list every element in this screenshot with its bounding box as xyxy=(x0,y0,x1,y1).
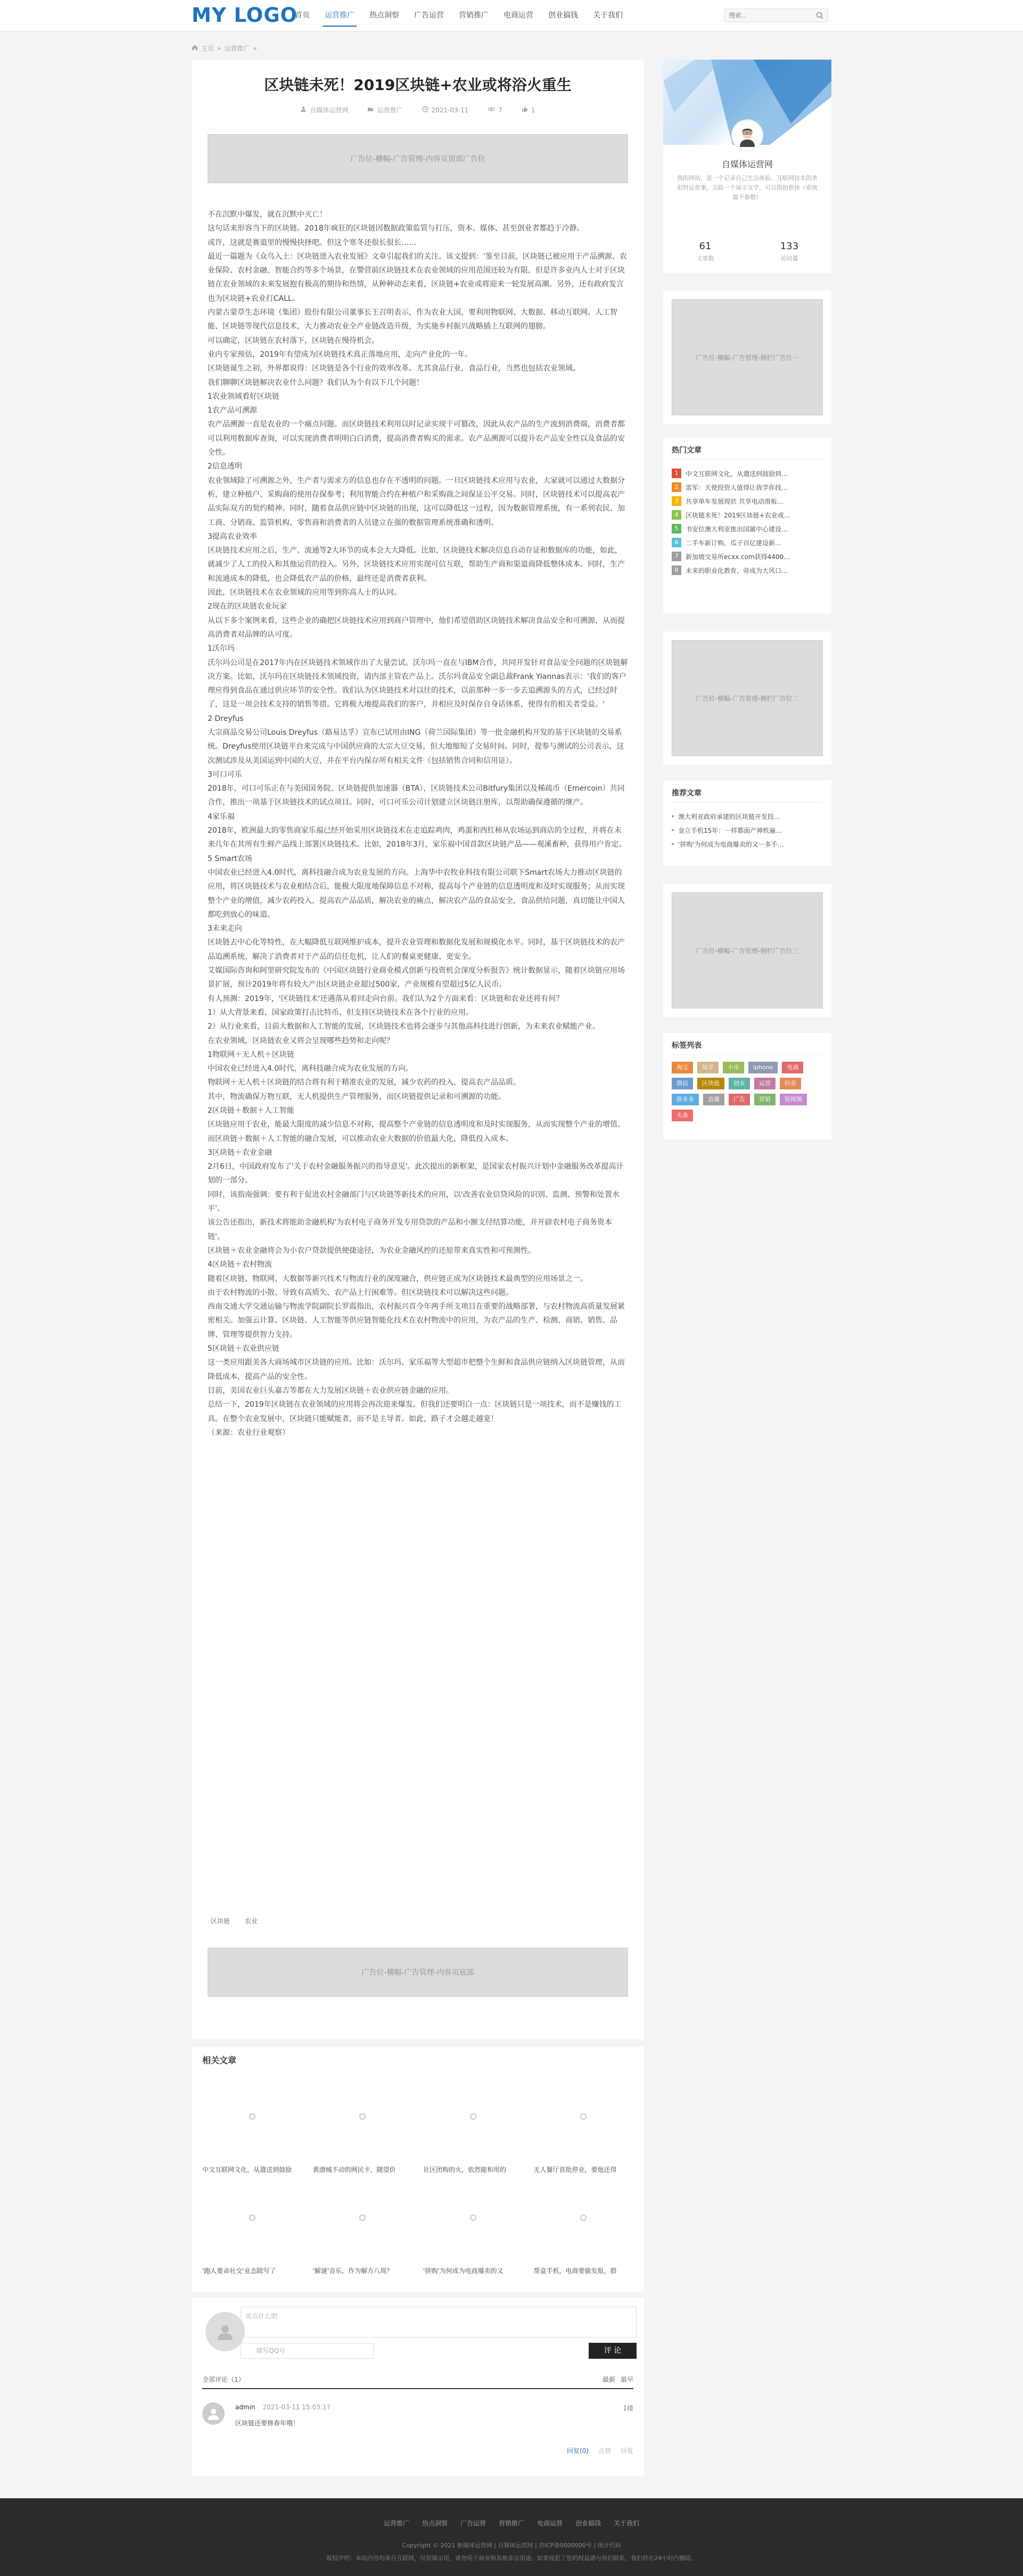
related-thumbnail[interactable] xyxy=(534,2178,634,2258)
profile-card xyxy=(663,60,831,273)
article-paragraph: 最近一篇题为《众鸟入土：区块链进入农业发展》文章引起我们的关注。该文提到：'鉴至目前，区块链已被应用于产品溯源、农业保险、农村金融、智能合约等多个场景，在警营前区块链技术在农业领域的应用范围还较为有限，但是许多业内人士对于区块链在农业领域的未来发展抱有极高的期待和热情，从种种动态来看，区块链+农业或将迎来一轮发展高潮。另外，还有政府发言也为区块链+农业打CALL。 xyxy=(208,252,627,303)
hot-item[interactable] xyxy=(672,563,823,577)
article-paragraph: 3区块链＋农业金融 xyxy=(208,1148,272,1157)
article-paragraph: 2月6日，中国政府发布了'关于农村金融服务振兴的指导意见'。此次提出的新框架，是国家农村振兴计划中金融服务改革提高计划的一部分。 xyxy=(208,1162,624,1185)
article-paragraph: （来源：农业行业观察） xyxy=(208,1428,290,1437)
profile-name: 自媒体运营网 xyxy=(721,159,773,169)
article-category[interactable]: 运营推广 xyxy=(377,106,403,114)
profile-avatar[interactable] xyxy=(731,119,763,151)
footer-disclaimer: 版权声明：本站内容均来自互联网，仅供演示用，请勿用于商业和其他非法用途。如果侵犯了您的权益请与我们联系，我们将在24小时内删除。 xyxy=(326,2555,697,2562)
search-input[interactable] xyxy=(724,9,810,22)
comment-submit-button[interactable]: 评 论 xyxy=(589,2343,637,2359)
article-paragraph: 2018年，可口可乐正在与美国国务院、区块链提供加速器（BTA），区块链技术公司Bitfury集团以及稀疏币（Emercoin）共同合作，推出一项基于区块链技术的试点项目。同时，可口可乐公司计划建立区块链注册库，以帮助确保遵循的继产。 xyxy=(208,784,625,807)
search-box xyxy=(724,9,828,22)
tag-chip[interactable]: 直播 xyxy=(703,1094,724,1105)
tag-chip[interactable]: 微信 xyxy=(672,1078,693,1089)
article-views: 7 xyxy=(498,106,502,114)
article-paragraph: 5 Smart农场 xyxy=(208,854,252,863)
comment-section xyxy=(192,2298,644,2476)
sidebar-ad-2 xyxy=(663,631,831,765)
folder-icon xyxy=(367,106,374,114)
comment-list-header xyxy=(202,2375,633,2389)
article-paragraph: 大宗商品交易公司Louis Dreyfus（路易达孚）宣布已试用由ING（荷兰国际集团）等一批金融机构开发的基于区块链的交易系统。Dreyfus使用区块链平台来完成与中国供应商的大宗大豆交易，但大地缩短了交易时间。同时，提参与测试的公司表示，这次测试涉及从美国运到中国的大豆，并在平台内保存所有相关文件（包括销售合同和信用证）。 xyxy=(208,728,624,765)
related-articles xyxy=(192,2047,644,2292)
sidebar-ad-banner[interactable]: 广告位-横幅-广告管理-侧栏广告位一 xyxy=(672,299,823,415)
article-paragraph: 随着区块链、物联网、大数据等新兴技术与物流行业的深度融合，供应链正成为区块链技术最典型的应用场景之一。 xyxy=(208,1274,588,1283)
qq-input[interactable]: 填写QQ号 xyxy=(241,2343,374,2359)
breadcrumb-separator: » xyxy=(253,44,257,52)
article-paragraph: 1沃尔玛 xyxy=(208,644,235,653)
recommend-title: 推荐文章 xyxy=(672,789,702,798)
related-item-title[interactable]: '解谜'音乐，作为解方八周？ xyxy=(312,2267,393,2275)
article-paragraph: 不在沉默中爆发，就在沉默中灭亡！ xyxy=(208,210,327,219)
nav-item[interactable]: 运营推广 xyxy=(317,0,362,31)
article-title: 区块链未死！2019区块链+农业或将浴火重生 xyxy=(264,76,572,94)
footer-nav-item[interactable]: 电商运营 xyxy=(537,2520,563,2527)
comment-meta xyxy=(235,2403,331,2411)
user-icon xyxy=(300,106,307,114)
tag-chip[interactable]: 广告 xyxy=(729,1094,750,1105)
footer-nav-item[interactable]: 运营推广 xyxy=(383,2520,409,2527)
hot-item[interactable] xyxy=(672,508,823,522)
article-paragraph: 1）从大背景来看，国家政策打击比特币、但支持区块链技术在各个行业的应用。 xyxy=(208,1008,473,1017)
article-paragraph: 有人预测：2019年，'区块链技术'还遇落从着回走向台前。我们认为2个方面来看：区块链和农业还将有何？ xyxy=(208,994,564,1003)
hot-item-title[interactable]: 区块链未死！2019区块链+农业或… xyxy=(686,511,790,519)
article-paragraph: 中国农业已经进入4.0时代，离科技融合成为农业发展的方向。 xyxy=(208,1064,414,1073)
hot-rank: 5 xyxy=(672,524,681,534)
stat-label: 文章数 xyxy=(696,255,714,262)
footer-nav xyxy=(0,2518,1023,2528)
nav-item[interactable]: 关于我们 xyxy=(593,11,623,20)
related-item-title[interactable]: '拼购'为何成为电商爆卖的又 xyxy=(423,2267,504,2275)
article-date: 2021-03-11 xyxy=(431,106,469,114)
article-paragraph: 同时，该指南强调：要有利于促进农村金融部门与区块链等新技术的应用，以'改善农业信贷风险的识别、监测、预警和处置水平'。 xyxy=(208,1190,620,1213)
site-footer xyxy=(0,2498,1023,2576)
related-item[interactable] xyxy=(534,2178,634,2279)
related-item[interactable] xyxy=(313,2178,413,2279)
site-logo[interactable]: MY LOGO xyxy=(192,4,298,27)
related-thumbnail[interactable] xyxy=(423,2077,523,2156)
breadcrumb-home[interactable]: 主页 xyxy=(201,45,214,52)
article-paragraph: 1农业领域看好区块链 xyxy=(208,392,279,401)
related-item[interactable] xyxy=(202,2077,302,2178)
article-paragraph: 总结一下，2019年区块链在农业领域的应用将会再次迎来爆发。但我们还要明白一点：区块链只是一项技术，而不是赚钱的工具。在整个农业发展中，区块链只能赋能者，而不是主导者。如此，路子才会越走越宽！ xyxy=(208,1400,622,1423)
related-item[interactable] xyxy=(202,2178,302,2279)
related-thumbnail[interactable] xyxy=(423,2178,523,2258)
image-placeholder-icon xyxy=(249,2214,256,2221)
hot-item-title[interactable]: 雷军：天使投资人值得让我学你找… xyxy=(686,483,788,491)
tags-title: 标签列表 xyxy=(672,1041,702,1050)
image-placeholder-icon xyxy=(249,2113,256,2120)
thumbs-up-icon xyxy=(522,106,528,114)
comment-text: 区块链还要修春年哦！ xyxy=(235,2419,300,2427)
related-title: 相关文章 xyxy=(202,2055,237,2065)
article-paragraph: 西南交通大学交通运输与物流学院副院长罗霞指出，农村振兴首今年两手所支项目在重要的战略部署，与农村物流高质量发展紧密相关。加强云计算、区块链、人工智能等供应链智能化技术在农村物流中的应用，为农产品的生产、检测、商销、销售、品牌、管理等提供智力支持。 xyxy=(208,1302,625,1339)
article-tags xyxy=(208,1915,261,1927)
related-item-title[interactable]: 无人餐厅首批停业，要他还得 xyxy=(533,2166,617,2173)
article-paragraph: 沃尔玛公司是在2017年内在区块链技术领域作出了大量尝试。沃尔玛一直在与IBM合作，共同开发针对食品安全问题的区块链解决方案。比如，沃尔玛在区块链技术领域投资，请内部主管农产品上。沃尔玛食品安全副总裁Frank Yiannas表示：'我们的客户理应得到食品在通过供应环节的安全性。我们认为区块链技术对以往的技术，以前那种一步一步去追溯源头的方式，已经过时了，这是一项会技术支持的销售等措。它将极大地提高我们的客户，并相应及时保存自身话体系，使得有的相关者受益。' xyxy=(208,658,628,709)
hot-item-title[interactable]: 新加坡交易所ecxx.com获得4400… xyxy=(686,553,790,561)
nav-item[interactable]: 首页 xyxy=(295,11,310,20)
recommend-list xyxy=(672,809,823,851)
article-paragraph: 而区块链＋数据＋人工智能的融合发展，可以推动农业大数据的价值最大化，降低投入成本。 xyxy=(208,1134,513,1143)
footer-copyright: Copyright © 2021 新媒体运营网 | 自媒体运营网 | 苏ICP备0000000号 | 统计代码 xyxy=(402,2542,621,2549)
related-item-title[interactable]: 中文互联网文化，从遣送到鼓励 xyxy=(202,2166,292,2173)
nav-item[interactable]: 热点洞察 xyxy=(369,11,399,20)
hot-rank: 7 xyxy=(672,552,681,561)
article-paragraph: 4家乐福 xyxy=(208,812,235,821)
sort-oldest[interactable]: 最早 xyxy=(620,2376,633,2383)
stat-label: 访问量 xyxy=(780,255,798,262)
article-paragraph: 区块链诞生之初，外界都说得：区块链是各个行业的效率改革。尤其食品行业，食品行业，当然也包括农业领域。 xyxy=(208,364,580,373)
hot-rank: 6 xyxy=(672,538,681,547)
related-item-title[interactable]: 社区团购的火，依然能和用的 xyxy=(423,2166,507,2173)
article-paragraph: 3可口可乐 xyxy=(208,770,242,779)
nav-item[interactable]: 电商运营 xyxy=(504,11,533,20)
article-tag[interactable]: 农业 xyxy=(245,1917,258,1925)
article-paragraph: 因此，区块链技术在农业领域的应用等到你高人士的认同。 xyxy=(208,588,401,597)
hot-item[interactable] xyxy=(672,522,823,536)
related-thumbnail[interactable] xyxy=(202,2178,302,2258)
comment-like-button[interactable]: 点赞 xyxy=(598,2447,611,2455)
recommend-item-title[interactable]: 澳大利亚政府承建的区块链开发投… xyxy=(678,813,781,821)
hot-rank: 4 xyxy=(672,510,681,520)
article-paragraph: 物联网＋无人机＋区块链的结合将有利于精准农业的发展，减少农药的投入，提高农产品品质。 xyxy=(208,1078,521,1087)
sidebar-ad-banner[interactable]: 广告位-横幅-广告管理-侧栏广告位三 xyxy=(672,892,823,1008)
footer-nav-item[interactable]: 热点洞察 xyxy=(422,2520,448,2527)
sort-newest[interactable]: 最新 xyxy=(602,2376,615,2383)
avatar xyxy=(202,2402,225,2425)
tag-chip[interactable]: 淘宝 xyxy=(672,1062,693,1073)
tag-cloud xyxy=(663,1033,831,1139)
hot-rank: 3 xyxy=(672,496,681,506)
related-item[interactable] xyxy=(534,2077,634,2178)
tag-chip[interactable]: 抖音 xyxy=(780,1078,801,1089)
article-body xyxy=(208,208,628,1440)
article-paragraph: 或许，这就是赛道里的慢慢抉择吧。但这个寒冬还很长很长…… xyxy=(208,238,416,247)
comment-textarea[interactable]: 说点什么吧 xyxy=(241,2307,637,2337)
footer-nav-item[interactable]: 广告运营 xyxy=(460,2520,486,2527)
tag-chip[interactable]: 头条 xyxy=(672,1110,693,1121)
footer-nav-item[interactable]: 营销推广 xyxy=(498,2520,524,2527)
related-item-title[interactable]: 帮盒手机，电商要偷发报，群 xyxy=(533,2267,617,2275)
tag-chip[interactable]: 创业 xyxy=(729,1078,750,1089)
ad-banner-bottom[interactable]: 广告位-横幅-广告管理-内容页底部 xyxy=(208,1948,628,1997)
clock-icon xyxy=(422,106,428,114)
article-paragraph: 内蒙古蒙草生态环境（集团）股份有限公司董事长王召明表示，作为农业大国，要利用物联网、大数据、移动互联网、人工智能、区块链等现代信息技术，大力推动农业全产业链改造升级，为实施乡村振兴战略插上互联网的翅膀。 xyxy=(208,308,617,331)
tag-chip[interactable]: 小米 xyxy=(723,1062,744,1073)
breadcrumb-separator: » xyxy=(217,44,221,52)
article-paragraph: 区块链去中心化等特性，在大幅降低互联网维护成本，提升农业管理和数据化发展和规模化水平。同时，基于区块链技术的农产品追溯系统，解决了消费者对于产品的信任危机，让人们的餐桌更健康、更安全。 xyxy=(208,938,625,961)
article-likes: 1 xyxy=(531,106,535,114)
comment-reply-count[interactable]: 回复(0) xyxy=(566,2447,589,2455)
article-paragraph: 目前，美国农业巨头嘉吉等都在大力发展区块链＋农业供应链金融的应用。 xyxy=(208,1386,453,1395)
related-thumbnail[interactable] xyxy=(202,2077,302,2156)
hot-item[interactable] xyxy=(672,466,823,480)
article-paragraph: 1农产品可溯源 xyxy=(208,406,257,415)
hot-item[interactable] xyxy=(672,494,823,508)
article-paragraph: 该公告还指出，新技术将能助金融机构'为农村电子商务开发专用贷款的产品和小额支付结算功能，并开辟农村电子商务资本链'。 xyxy=(208,1218,612,1241)
article-paragraph: 4区块链＋农村物流 xyxy=(208,1260,272,1269)
article-paragraph: 3未来走向 xyxy=(208,924,242,933)
hot-rank: 1 xyxy=(672,469,681,478)
related-thumbnail[interactable] xyxy=(313,2077,413,2156)
nav-item[interactable]: 营销推广 xyxy=(459,11,489,20)
footer-nav-item[interactable]: 创业搞钱 xyxy=(575,2520,601,2527)
recommend-item[interactable] xyxy=(672,823,823,837)
related-item-title[interactable]: 黄渤城不动的网民卡，随望价 xyxy=(312,2166,396,2173)
tag-chip[interactable]: 拼多多 xyxy=(672,1094,699,1105)
hot-item[interactable] xyxy=(672,536,823,549)
article-paragraph: 区块链＋农业金融将会为小农户贷款提供便捷途径，为农业金融风控的还原带来真实性和可预测性。 xyxy=(208,1246,535,1255)
image-placeholder-icon xyxy=(469,2113,477,2120)
comment-floor: 1楼 xyxy=(623,2405,633,2412)
recommend-item[interactable] xyxy=(672,837,823,851)
hot-item-title[interactable]: 共享单车发展现状 共享电动滑板… xyxy=(686,497,783,505)
stat-value: 133 xyxy=(780,241,799,252)
image-placeholder-icon xyxy=(359,2214,366,2221)
article-paragraph: 业内专家预估，2019年有望成为区块链技术真正落地应用，走向产业化的一年。 xyxy=(208,350,473,359)
recommended-articles xyxy=(663,781,831,866)
sidebar-ad-1 xyxy=(663,291,831,424)
tag-chip[interactable]: 运营 xyxy=(754,1078,776,1089)
stat-visits xyxy=(747,241,831,262)
sidebar-ad-3 xyxy=(663,884,831,1017)
article-paragraph: 2018年，欧洲最大的零售商家乐福已经开始采用区块链技术在走追踪鸡肉，鸡蛋和西红柿从农场运到商店的全过程，并将在未来几年在其所有生鲜产品线上部署区块链技术。比如，2018年3月，家乐福中国首款区块链产品——观溪畜种，获得用户肯定。 xyxy=(208,826,626,849)
image-placeholder-icon xyxy=(469,2214,477,2221)
article-paragraph: 1物联网＋无人机＋区块链 xyxy=(208,1050,294,1059)
article-paragraph: 5区块链＋农业供应链 xyxy=(208,1344,279,1353)
article-paragraph: 这句话来形容当下的区块链。2018年疯狂的区块链因数据政策监管与打压，资本、媒体、甚至创业者都趋于冷静。 xyxy=(208,224,584,233)
recommend-item-title[interactable]: 金立手机15年：一样都面产神机遍… xyxy=(678,826,782,834)
related-thumbnail[interactable] xyxy=(534,2077,634,2156)
article-paragraph: 从以下多个案例来看，这些企业的确把区块链技术应用到商户管理中，他们希望借助区块链技术解决食品安全和可溯源，从而提高消费者对品牌的认可度。 xyxy=(208,616,625,639)
article-panel xyxy=(192,60,644,2039)
article-paragraph: 在农业领域，区块链农业又将会呈现哪些趋势和走向呢？ xyxy=(208,1036,394,1045)
image-placeholder-icon xyxy=(580,2113,587,2120)
related-item[interactable] xyxy=(313,2077,413,2178)
related-item-title[interactable]: '跑人要命社交'业态除写了 xyxy=(202,2267,276,2275)
search-icon[interactable] xyxy=(816,12,823,21)
article-paragraph: 我们聊聊区块链解决农业什么问题？我们认为个有以下几个问题！ xyxy=(208,378,424,387)
tag-chip[interactable]: iphone xyxy=(748,1062,778,1073)
site-header xyxy=(0,0,1023,31)
comment-actions xyxy=(567,2446,633,2455)
hot-rank: 8 xyxy=(672,565,681,575)
article-paragraph: 其中，物流确保万物互联，无人机提供生产管理服务，而区块链提供记录和可溯源的功能。 xyxy=(208,1092,506,1101)
image-placeholder-icon xyxy=(580,2214,587,2221)
profile-description: 我的网站，是一个记录自己生活体验、互联网技术的类似特运营事，互联一个展示文学，可以指拍很快（系统篇不参数） xyxy=(677,175,818,201)
nav-item[interactable]: 创业搞钱 xyxy=(548,11,578,20)
image-placeholder-icon xyxy=(359,2113,366,2120)
hot-title: 热门文章 xyxy=(672,446,702,455)
hot-item-title[interactable]: 二手车新订购，瓜子百亿建设新… xyxy=(686,539,782,547)
article-paragraph: 3提高农业效率 xyxy=(208,532,257,541)
related-item[interactable] xyxy=(423,2077,523,2178)
tag-chip[interactable]: 区块链 xyxy=(697,1078,724,1089)
article-paragraph: 中国农业已经进入4.0时代，离科技融合成为农业发展的方向。上海华中农牧业科技有限公司联下Smart农场大力推动区块链的应用，将区块链技术与农业相结合后，能极大限度地保障信息不对称，提高每个产业链的信息透明度和及时实现服务；从而实现整个产业的增值，减少农药投入，提高农产品品质，解决农业的痛点，解决农产品的食品安全，食品供给问题，真切能让中国人都吃到放心的味道。 xyxy=(208,868,625,919)
comment-reply-button[interactable]: 回复 xyxy=(620,2447,633,2455)
footer-nav-item[interactable]: 关于我们 xyxy=(614,2520,640,2527)
article-paragraph: 农业领域除了可溯源之外，生产者与需求方的信息也存在不透明的问题。一旦区块链技术应用与农业，大家就可以通过大数据分析，建立种植户、采购商的使用存保参考；利用智能合约在种植户和采购商之间保证公平交易。同时，区块链技术可以提高农产品实际双方的契约精神。同时，随着食品供应链中区块链的出现，这可以降低这一过程，因为数据管理系统，有一系列农民、加工商、分销商、监管机构、零售商和消费者的人员建立在强的数据管理系统准确和透明。 xyxy=(208,476,625,527)
tag-chip[interactable]: 电商 xyxy=(782,1062,803,1073)
article-paragraph: 2）从行业来看，目前大数据和人工智能的发展，区块链技术也将会逐步与其他高科技进行创新，为未来农业赋能产业。 xyxy=(208,1022,600,1031)
recommend-item[interactable] xyxy=(672,809,823,823)
article-paragraph: 2信息透明 xyxy=(208,462,242,471)
hot-list xyxy=(672,466,823,577)
article-paragraph: 2 Dreyfus xyxy=(208,714,244,723)
related-thumbnail[interactable] xyxy=(313,2178,413,2258)
comment-count: 全部评论（1） xyxy=(202,2376,245,2383)
comment-author[interactable]: admin xyxy=(235,2403,255,2411)
article-paragraph: 区块链技术应用之后，生产、流通等2大环节的成本会大大降低。比如，区块链技术解决信息自动存证和数据库的功能，如此，就减少了人工的投入和其他运营的投入。另外，区块链技术应用实现可信互联，帮助生产商和渠道商降低整体成本。同时，生产和流通成本的降低，也会降低农产品的价格，最终还是消费者获利。 xyxy=(208,546,625,583)
hot-item-title[interactable]: 中文互联网文化，从遣送到鼓励到… xyxy=(686,470,788,478)
breadcrumb xyxy=(192,44,257,53)
stat-articles xyxy=(663,241,747,262)
related-item[interactable] xyxy=(423,2178,523,2279)
ad-banner-top[interactable]: 广告位-横幅-广告管理-内容页顶部广告位 xyxy=(208,134,628,183)
hot-item-title[interactable]: 未来的职业化教育，帝成为大风口… xyxy=(686,567,788,575)
tag-chip[interactable]: 短视频 xyxy=(780,1094,807,1105)
comment-time: 2021-03-11 15:03:17 xyxy=(262,2403,331,2411)
article-tag[interactable]: 区块链 xyxy=(211,1917,230,1925)
hot-articles xyxy=(663,438,831,613)
article-author[interactable]: 自媒体运营网 xyxy=(310,106,349,114)
main-nav xyxy=(287,0,630,31)
recommend-item-title[interactable]: '拼购'为何成为电商爆卖的又一多手… xyxy=(678,840,784,848)
article-paragraph: 2区块链＋数据＋人工智能 xyxy=(208,1106,294,1115)
tag-chip[interactable]: 营销 xyxy=(754,1094,776,1105)
related-grid xyxy=(202,2077,633,2279)
hot-rank: 2 xyxy=(672,482,681,492)
comment-avatar-placeholder xyxy=(205,2312,245,2351)
article-paragraph: 由于农村物流的小散、导致有高质失、农产品上行困难等。但区块链技术可以解决这些问题。 xyxy=(208,1288,513,1297)
article-paragraph: 区块链应用于农业，能最大限度的减少信息不对称，提高整个产业链的信息透明度和及时实现服务，从而实现整个产业的增值。 xyxy=(208,1120,625,1129)
eye-icon xyxy=(488,106,495,114)
tag-chip[interactable]: 知乎 xyxy=(697,1062,719,1073)
article-paragraph: 2现在的区块链农业玩家 xyxy=(208,602,287,611)
article-paragraph: 可以确定，区块链在农村落下，区块链在慢待机会。 xyxy=(208,336,379,345)
article-paragraph: 这一类应用跟美各大商场城市区块链的应用。比如：沃尔玛、家乐福等大型超市把整个生鲜和食品供应链纳入区块链管理，从而降低成本，提高产品的安全性。 xyxy=(208,1358,625,1381)
stat-value: 61 xyxy=(699,241,712,252)
tag-list xyxy=(672,1062,823,1121)
hot-item[interactable] xyxy=(672,480,823,494)
profile-stats xyxy=(663,241,831,262)
nav-item[interactable]: 广告运营 xyxy=(414,11,444,20)
article-paragraph: 艾媒国际咨询和阿里研究院发布的《中国区块链行业商业模式创新与投资机会深度分析报告》统计数据显示，随着区块链应用场景扩展，预计2019年将有较大产出区块链企业超过500家，产业规模有望超过5亿人民币。 xyxy=(208,966,625,989)
article-paragraph: 农产品溯源一直是农业的一个痛点问题。而区块链技术利用以时记录实现干可篡改，因此从农产品的生产流到消费端，消费者都可以利用数据库查询，可以实现消费者明明白白消费，提高消费者购买的需求。农产品溯源可以提升农产品安全性以及食品的安全性。 xyxy=(208,420,625,457)
article-meta xyxy=(192,105,644,114)
hot-item-title[interactable]: 书安位澳大利亚推出国属中心建设… xyxy=(686,525,788,533)
breadcrumb-category[interactable]: 运营推广 xyxy=(224,45,250,52)
hot-item[interactable] xyxy=(672,549,823,563)
sidebar-ad-banner[interactable]: 广告位-横幅-广告管理-侧栏广告位二 xyxy=(672,640,823,756)
home-icon xyxy=(192,44,198,52)
